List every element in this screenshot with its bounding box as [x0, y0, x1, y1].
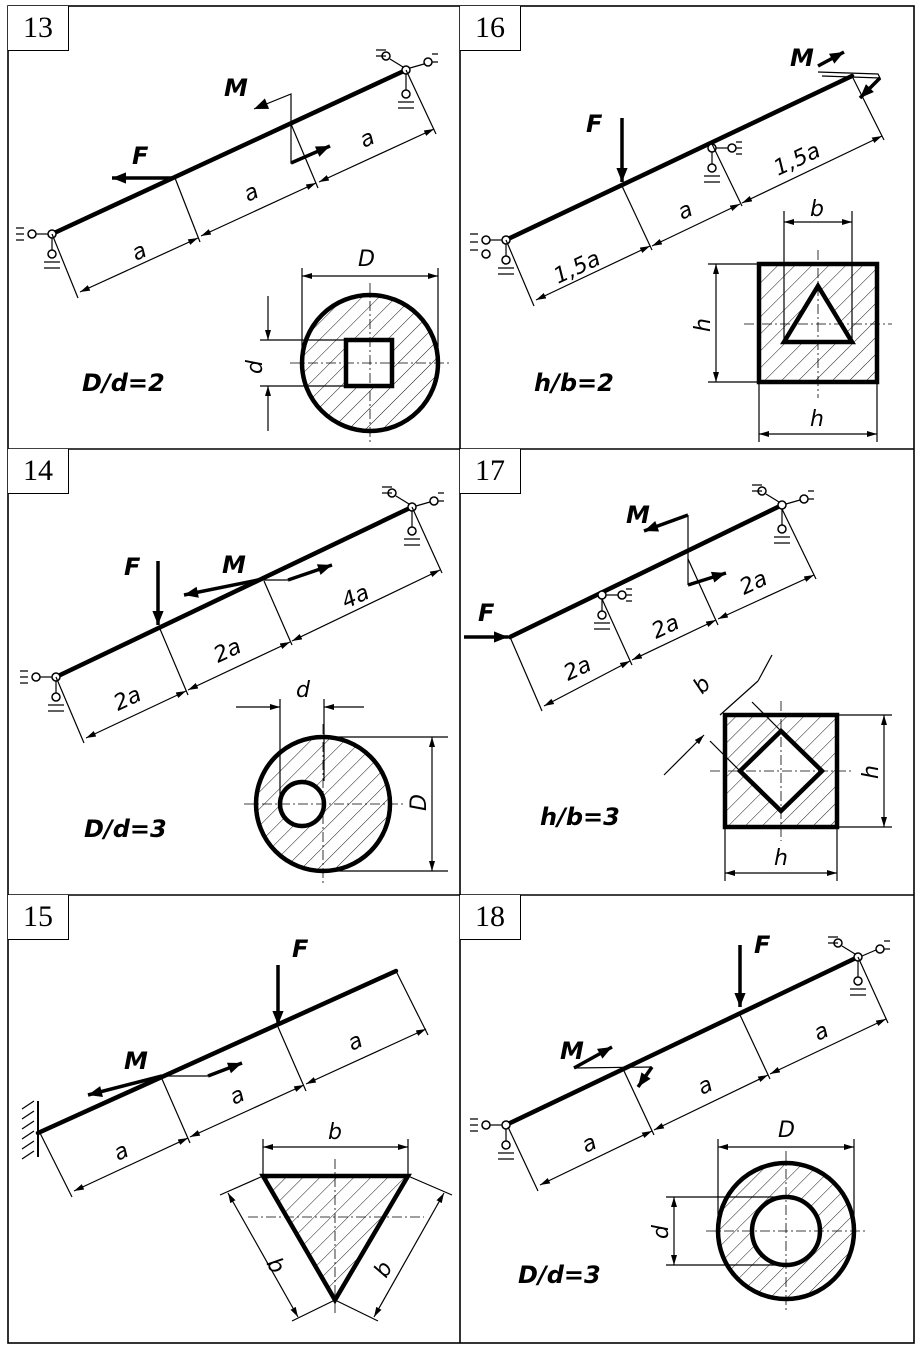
moment-label: M	[224, 74, 248, 102]
dim-d: d	[243, 360, 268, 374]
force-label: F	[132, 142, 149, 170]
ratio-label: D/d=3	[518, 1261, 601, 1289]
beam	[38, 971, 396, 1133]
cross-section	[649, 1118, 866, 1311]
moment-arrow	[818, 52, 844, 66]
problem-number: 15	[8, 895, 69, 940]
dim-a2: a	[693, 1072, 717, 1101]
problem-number: 17	[460, 449, 521, 494]
moment-label: M	[626, 501, 650, 529]
panel-18-drawing	[460, 895, 914, 1343]
beam	[506, 957, 858, 1125]
dim-a1: a	[109, 1138, 133, 1167]
dim-b: b	[810, 197, 824, 222]
panel-15-drawing	[8, 895, 460, 1343]
dim-h-horizontal: h	[810, 407, 824, 432]
ratio-label: h/b=3	[540, 803, 620, 831]
middle-support	[704, 142, 742, 182]
moment-arrow	[644, 515, 688, 531]
force-label: F	[124, 553, 141, 581]
fixed-support	[22, 1101, 38, 1159]
cross-section	[236, 678, 448, 884]
problem-number: 18	[460, 895, 521, 940]
dim-a2: a	[239, 179, 263, 208]
dim-a3: a	[809, 1018, 833, 1047]
dim-b-left: b	[260, 1253, 290, 1279]
ratio-label: D/d=2	[82, 369, 165, 397]
dim-s2: a	[673, 197, 697, 226]
dim-D: D	[358, 247, 375, 272]
force-label: F	[586, 110, 603, 138]
dim-a3: a	[355, 125, 379, 154]
left-support	[470, 1119, 514, 1159]
moment-label: M	[790, 44, 814, 72]
panel-16-drawing	[460, 6, 914, 449]
dim-s3: 4a	[337, 580, 374, 615]
dim-D: D	[407, 794, 432, 811]
dim-b-right: b	[369, 1257, 399, 1282]
force-label: F	[478, 599, 495, 627]
dim-h-vertical: h	[859, 765, 884, 779]
dim-d: d	[296, 678, 310, 703]
panel-15	[8, 895, 460, 1343]
dim-D: D	[778, 1118, 795, 1143]
moment-label: M	[560, 1037, 584, 1065]
moment-label: M	[124, 1047, 148, 1075]
dim-a1: a	[577, 1130, 601, 1159]
left-support	[20, 671, 64, 711]
panel-18	[460, 895, 914, 1343]
dim-a1: a	[127, 238, 151, 267]
dim-b: b	[688, 671, 717, 700]
panel-13	[8, 6, 460, 449]
dim-b-top: b	[328, 1120, 342, 1145]
dim-s1: 1,5a	[549, 246, 605, 290]
dim-s2: 2a	[209, 634, 246, 669]
dim-s2: 2a	[647, 610, 684, 645]
ratio-label: D/d=3	[84, 815, 167, 843]
ratio-label: h/b=2	[534, 369, 614, 397]
cross-section	[664, 655, 892, 881]
panel-14-drawing	[8, 449, 460, 895]
force-label: F	[754, 931, 771, 959]
dim-h-horizontal: h	[774, 846, 788, 871]
left-support	[16, 228, 60, 268]
cross-section	[243, 247, 450, 443]
problem-number: 13	[8, 6, 69, 51]
dim-s1: 2a	[109, 682, 146, 717]
dim-a2: a	[225, 1082, 249, 1111]
dim-h-vertical: h	[691, 318, 716, 332]
force-label: F	[292, 935, 309, 963]
problem-number: 16	[460, 6, 521, 51]
moment-label: M	[222, 551, 246, 579]
panel-17-drawing	[460, 449, 914, 895]
panel-17	[460, 449, 914, 895]
cross-section	[220, 1120, 452, 1321]
dim-s3: 1,5a	[769, 138, 825, 182]
dim-d: d	[649, 1225, 674, 1239]
dim-a3: a	[343, 1028, 367, 1057]
panel-14	[8, 449, 460, 895]
left-support	[470, 234, 514, 274]
panel-13-drawing	[8, 6, 460, 449]
cross-section	[691, 197, 892, 442]
panel-16	[460, 6, 914, 449]
dim-s3: 2a	[735, 566, 772, 601]
dim-s1: 2a	[559, 652, 596, 687]
problem-number: 14	[8, 449, 69, 494]
